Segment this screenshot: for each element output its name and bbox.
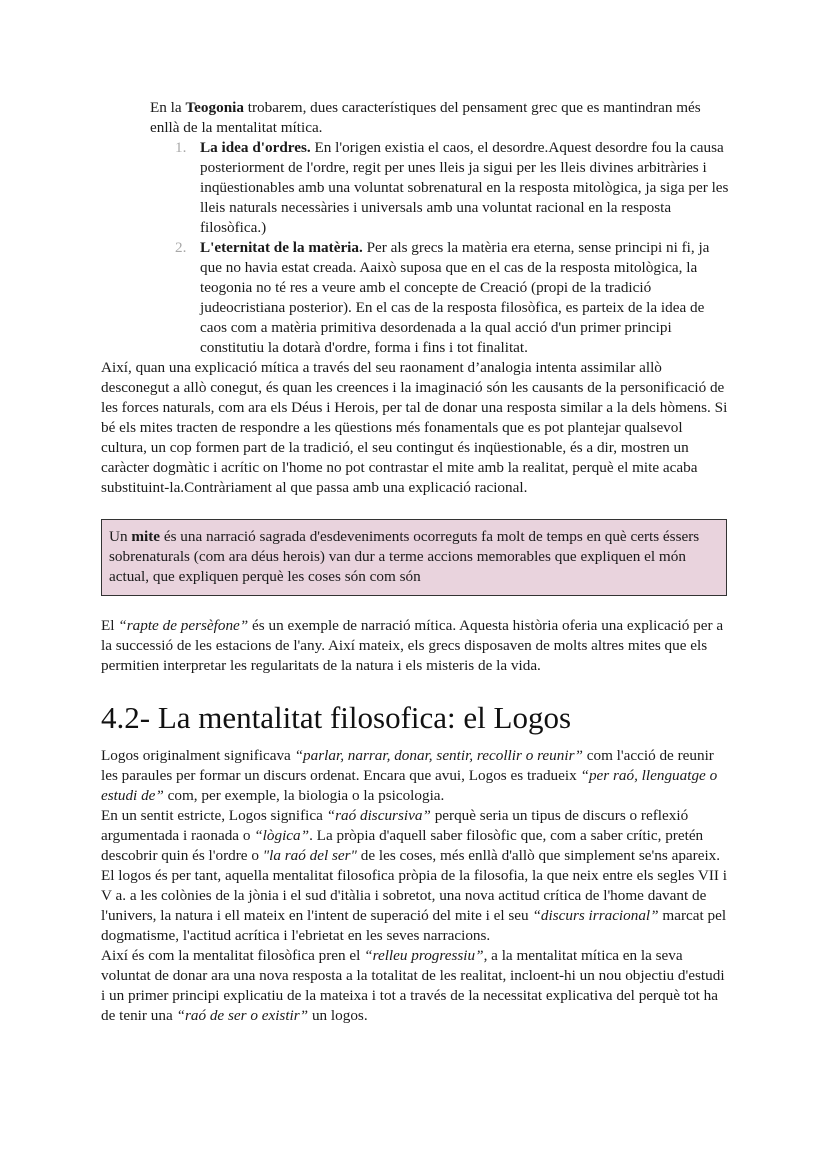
list-number: 1. [175, 139, 187, 156]
logos-paragraph [101, 946, 729, 1026]
italic-quote: “relleu progressiu” [364, 947, 484, 964]
bold-text: Teogonia [185, 99, 244, 116]
italic-quote: “raó discursiva” [326, 807, 431, 824]
text-run: com l'acció de reunir les paraules per formar un discurs ordenat. Encara que avui, Logos es tradueix [101, 747, 714, 784]
text-run: Per als grecs la matèria era eterna, sense principi ni fi, ja que no havia estat creada. Aaixò suposa que en el cas de la resposta mitològica, la teogonia no té res a veure amb el concepte de Creació (propi de la tradició judeocristiana posterior). En el cas de la resposta filosòfica, es parteix de la idea de caos com a matèria primitiva desordenada a la qual acció d'un primer principi constitutiu la dotarà d'ordre, forma i fins i tot finalitat. [200, 239, 710, 356]
text-run: , a la mentalitat mítica en la seva voluntat de donar ara una nova resposta a la totalitat de les realitat, incloent-hi un nou objectiu d'estudi i un primer principi explicatiu de la mateixa i tot a través de la necessitat explicativa del perquè tot ha de tenir una [101, 947, 725, 1024]
text-run: Un [109, 528, 132, 545]
text-run: marcat pel dogmatisme, l'actitud acrítica i l'ebrietat en les seves narracions. [101, 907, 727, 944]
list-item-text [200, 139, 728, 236]
text-run: de les coses, més enllà d'allò que simplement se'ns apareix. [356, 847, 721, 864]
italic-quote: “discurs irracional” [532, 907, 659, 924]
logos-paragraph [101, 806, 729, 866]
italic-quote: “parlar, narrar, donar, sentir, recollir o reunir” [294, 747, 583, 764]
bold-text: La idea d'ordres. [200, 139, 311, 156]
document-page [101, 98, 729, 1026]
text-run: En la [150, 99, 186, 116]
section-heading: 4.2- La mentalitat filosofica: el Logos [101, 700, 572, 735]
text-run: El [101, 617, 119, 634]
text-run: . La pròpia d'aquell saber filosòfic que, com a saber crític, pretén descobrir quin és l'ordre o [101, 827, 704, 864]
bold-text: L'eternitat de la matèria. [200, 239, 363, 256]
italic-quote: “rapte de persèfone” [118, 617, 249, 634]
myth-explanation-paragraph [101, 358, 729, 498]
characteristics-list [101, 138, 729, 358]
text-run: és un exemple de narració mítica. Aquesta història oferia una explicació per a la successió de les estacions de l'any. Així mateix, els grecs disposaven de molts altres mites que els permitien interpretar les regularitats de la natura i els misteris de la vida. [101, 617, 724, 674]
list-number: 2. [175, 239, 187, 256]
italic-quote: “lògica” [254, 827, 310, 844]
list-item [175, 238, 729, 358]
italic-quote: "la raó del ser" [262, 847, 357, 864]
bold-text: mite [131, 528, 161, 545]
text-run: El logos és per tant, aquella mentalitat filosofica pròpia de la filosofia, la que neix entre els segles VII i V a. a les colònies de la jònia i el sud d'itàlia i sobretot, una nova actitud crítica de l'home davant de l'univers, la natura i ell mateix en l'intent de superació del mite i el seu [101, 867, 728, 924]
text-run: Així és com la mentalitat filosòfica pren el [101, 947, 365, 964]
text-run: Logos originalment significava [101, 747, 295, 764]
myth-definition-box [101, 519, 727, 596]
list-item [175, 138, 729, 238]
text-run: com, per exemple, la biologia o la psicologia. [163, 787, 445, 804]
text-run: és una narració sagrada d'esdeveniments ocorreguts fa molt de temps en què certs éssers sobrenaturals (com ara déus herois) van dur a terme accions memorables que expliquen el món actual, que expliquen perquè les coses són com són [109, 528, 700, 585]
list-item-text [200, 239, 709, 356]
text-run: un logos. [308, 1007, 368, 1024]
intro-paragraph [150, 98, 729, 138]
persephone-paragraph [101, 616, 729, 676]
text-run: perquè seria un tipus de discurs o reflexió argumentada i raonada o [101, 807, 689, 844]
logos-paragraph [101, 746, 729, 806]
italic-quote: “per raó, llenguatge o estudi de” [101, 767, 718, 804]
text-run: En l'origen existia el caos, el desordre.Aquest desordre fou la causa posteriorment de l'ordre, regit per unes lleis ja sigui per les lleis divines arbitràries i inqüestionables amb una voluntat sobrenatural en la resposta mitològica, ja siga per les lleis naturals necessàries i universals amb una voluntat racional en la resposta filosòfica.) [200, 139, 729, 236]
logos-paragraph [101, 866, 729, 946]
text-run: Així, quan una explicació mítica a través del seu raonament d’analogia intenta assimilar allò desconegut a allò conegut, és quan les creences i la imaginació són les causants de la personificació de les forces naturals, com ara els Déus i Herois, per tal de donar una resposta similar a la dels hòmens. Si bé els mites tracten de respondre a les qüestions més fonamentals que es pot plantejar qualsevol cultura, un cop formen part de la tradició, el seu contingut és inqüestionable, és a dir, mostren un caràcter dogmàtic i acrític on l'home no pot contrastar el mite amb la realitat, perquè el mite acaba substituint-la.Contràriament al que passa amb una explicació racional. [101, 359, 728, 496]
italic-quote: “raó de ser o existir” [176, 1007, 309, 1024]
text-run: En un sentit estricte, Logos significa [101, 807, 327, 824]
text-run: trobarem, dues característiques del pensament grec que es mantindran més enllà de la mentalitat mítica. [150, 99, 701, 136]
